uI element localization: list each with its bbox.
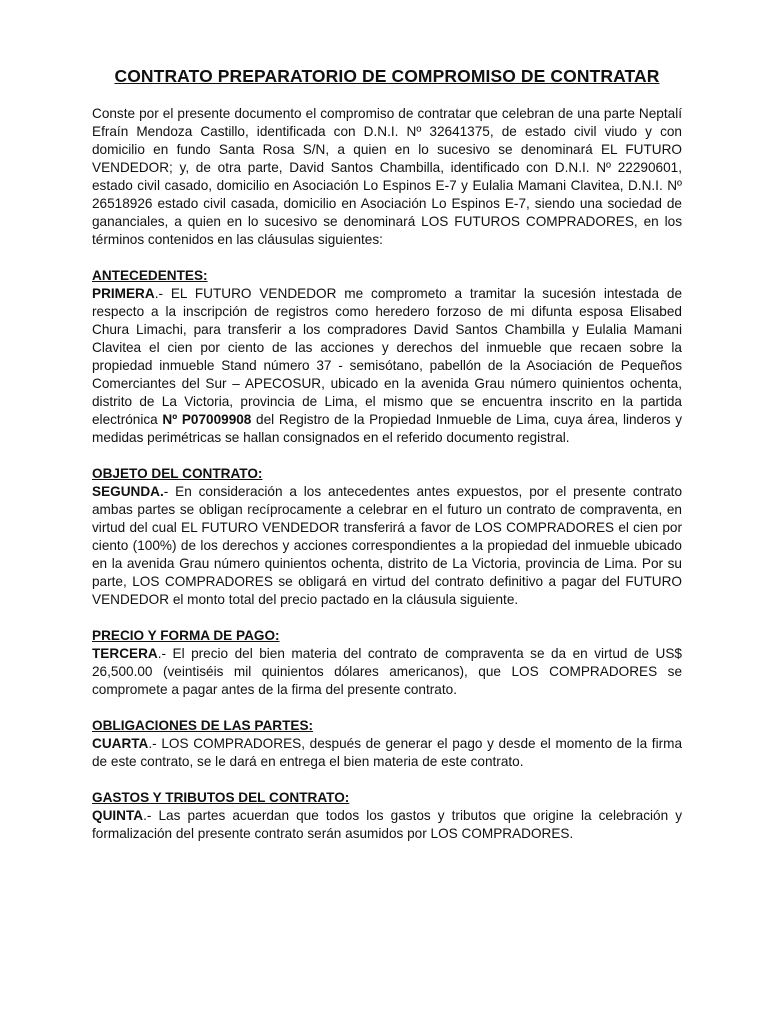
clause-lead: TERCERA — [92, 646, 158, 661]
clause-text: - En consideración a los antecedentes antes expuestos, por el presente contrato ambas partes se obligan recíprocamente a celebrar en el futuro un contrato de compraventa, en virtud del cual EL FUTURO VENDEDOR transferirá a favor de LOS COMPRADORES el cien por ciento (100%) de los derechos y acciones correspondientes a la propiedad del inmueble ubicado en la avenida Grau número quinientos ochenta, distrito de La Victoria, provincia de Lima. Por su parte, LOS COMPRADORES se obligará en virtud del contrato definitivo a pagar del FUTURO VENDEDOR el monto total del precio pactado en la cláusula siguiente. — [92, 484, 682, 607]
section-heading: ANTECEDENTES: — [92, 268, 208, 283]
section-obligaciones — [92, 717, 682, 771]
section-heading: PRECIO Y FORMA DE PAGO: — [92, 628, 280, 643]
section-objeto — [92, 465, 682, 609]
clause-text: del Registro de la Propiedad Inmueble de Lima, cuya área, linderos y medidas perimétricas se hallan consignados en el referido documento registral. — [92, 412, 683, 445]
clause-lead: SEGUNDA. — [92, 484, 164, 499]
clause-paragraph — [92, 483, 682, 609]
section-heading: OBJETO DEL CONTRATO: — [92, 466, 263, 481]
clause-lead: PRIMERA — [92, 286, 155, 301]
section-precio — [92, 627, 682, 699]
clause-text: .- LOS COMPRADORES, después de generar el pago y desde el momento de la firma de este contrato, se le dará en entrega el bien materia de este contrato. — [92, 736, 682, 769]
clause-text: .- El precio del bien materia del contrato de compraventa se da en virtud de US$ 26,500.00 (veintiséis mil quinientos dólares americanos), que LOS COMPRADORES se compromete a pagar antes de la firma del presente contrato. — [92, 646, 682, 697]
clause-lead: QUINTA — [92, 808, 144, 823]
clause-paragraph — [92, 807, 682, 843]
clause-paragraph — [92, 285, 682, 447]
section-heading: GASTOS Y TRIBUTOS DEL CONTRATO: — [92, 790, 350, 805]
document-title: CONTRATO PREPARATORIO DE COMPROMISO DE CONTRATAR — [114, 66, 660, 86]
intro-paragraph: Conste por el presente documento el compromiso de contratar que celebran de una parte Neptalí Efraín Mendoza Castillo, identificada con D.N.I. Nº 32641375, de estado civil viudo y con domicilio en fundo Santa Rosa S/N, a quien en lo sucesivo se denominará EL FUTURO VENDEDOR; y, de otra parte, David Santos Chambilla, identificado con D.N.I. Nº 22290601, estado civil casado, domicilio en Asociación Lo Espinos E-7 y Eulalia Mamani Clavitea, D.N.I. Nº 26518926 estado civil casada, domicilio en Asociación Lo Espinos E-7, siendo una sociedad de gananciales, a quien en lo sucesivo se denominará LOS FUTUROS COMPRADORES, en los términos contenidos en las cláusulas siguientes: — [92, 106, 682, 247]
clause-text: .- EL FUTURO VENDEDOR me comprometo a tramitar la sucesión intestada de respecto a la inscripción de registros como heredero forzoso de mi difunta esposa Elisabed Chura Limachi, para transferir a los compradores David Santos Chambilla y Eulalia Mamani Clavitea el cien por ciento de las acciones y derechos del inmueble que recaen sobre la propiedad inmueble Stand número 37 - semisótano, pabellón de la Asociación de Pequeños Comerciantes del Sur – APECOSUR, ubicado en la avenida Grau número quinientos ochenta, distrito de La Victoria, provincia de Lima, el mismo que se encuentra inscrito en la partida electrónica — [92, 286, 682, 427]
section-heading: OBLIGACIONES DE LAS PARTES: — [92, 718, 314, 733]
clause-paragraph — [92, 645, 682, 699]
clause-text: .- Las partes acuerdan que todos los gastos y tributos que origine la celebración y formalización del presente contrato serán asumidos por LOS COMPRADORES. — [92, 808, 682, 841]
section-gastos — [92, 789, 682, 843]
clause-lead: CUARTA — [92, 736, 149, 751]
clause-paragraph — [92, 735, 682, 771]
registry-number: Nº P07009908 — [162, 412, 252, 427]
section-antecedentes — [92, 267, 682, 447]
